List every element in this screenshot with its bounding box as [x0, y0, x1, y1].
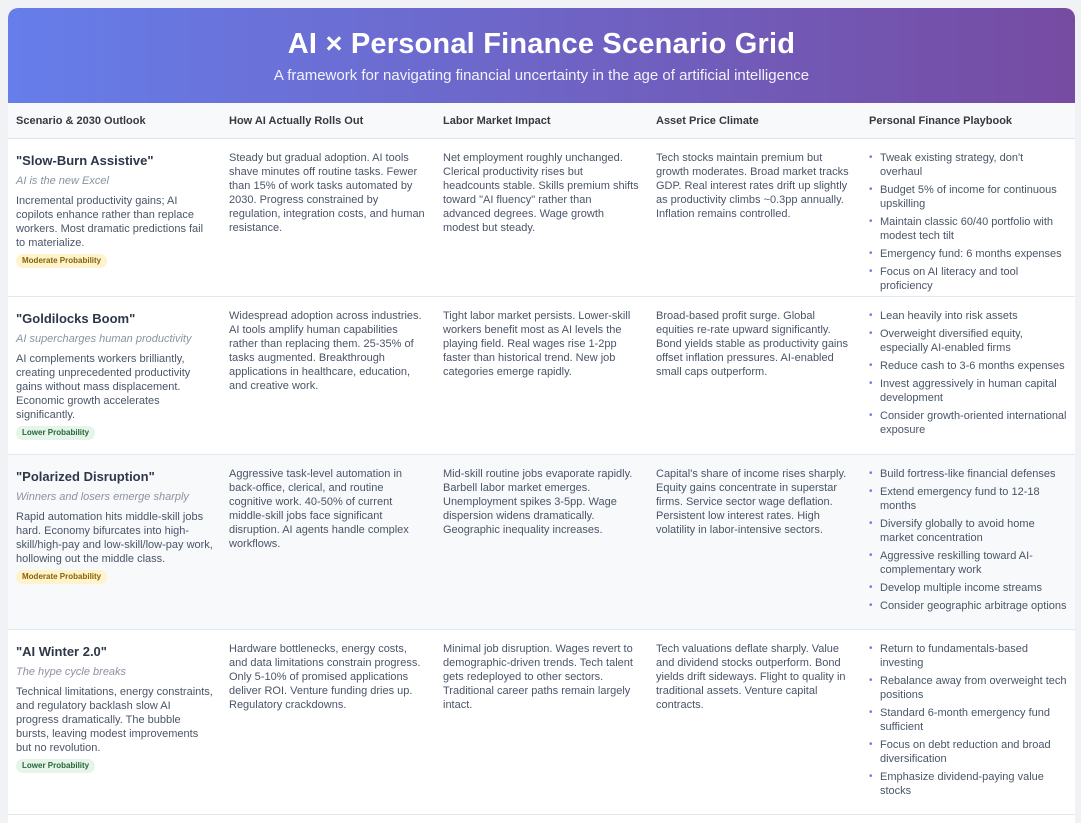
assets-cell: Tech valuations deflate sharply. Value and dividend stocks outperform. Bond yields drift sideways. Flight to quality in traditional assets. Venture capital contracts. — [648, 630, 861, 815]
column-header-labor: Labor Market Impact — [435, 103, 648, 139]
bullet-icon: • — [869, 184, 873, 195]
playbook-item: • Consider growth-oriented international exposure — [869, 410, 1067, 436]
probability-badge: Moderate Probability — [16, 570, 107, 584]
assets-cell: Broad-based profit surge. Global equities re-rate upward significantly. Bond yields stable as productivity gains offset inflation pressures. AI-enabled small caps outperform. — [648, 297, 861, 455]
playbook-cell — [861, 139, 1075, 297]
bullet-icon: • — [869, 739, 873, 750]
probability-badge: Lower Probability — [16, 759, 95, 773]
bullet-icon: • — [869, 486, 873, 497]
column-header-playbook: Personal Finance Playbook — [861, 103, 1075, 139]
rollout-cell: Widespread adoption across industries. AI tools amplify human capabilities rather than replacing them. 25-35% of tasks augmented. Breakthrough applications in healthcare, education, and creative work. — [221, 297, 435, 455]
assets-cell: Capital's share of income rises sharply. Equity gains concentrate in superstar firms. Service sector wage deflation. Persistent low interest rates. High volatility in labor-intensive sectors. — [648, 455, 861, 630]
bullet-icon: • — [869, 328, 873, 339]
playbook-item: • Build fortress-like financial defenses — [869, 468, 1056, 480]
table-row — [8, 297, 1075, 455]
playbook-item: • Aggressive reskilling toward AI-complementary work — [869, 550, 1033, 576]
bullet-icon: • — [869, 771, 873, 782]
scenario-title: "Polarized Disruption" — [16, 469, 155, 484]
labor-cell: Minimal job disruption. Wages revert to demographic-driven trends. Tech talent gets redeployed to other sectors. Traditional career paths remain largely intact. — [435, 630, 648, 815]
playbook-item: • Return to fundamentals-based investing — [869, 643, 1028, 669]
scenario-tagline: Winners and losers emerge sharply — [16, 491, 189, 503]
scenario-cell — [8, 455, 221, 630]
playbook-item: • Extend emergency fund to 12-18 months — [869, 486, 1040, 512]
playbook-item: • Emergency fund: 6 months expenses — [869, 248, 1062, 260]
playbook-item: • Overweight diversified equity, especially AI-enabled firms — [869, 328, 1023, 354]
playbook-list — [869, 467, 1067, 613]
scenario-table — [8, 103, 1075, 139]
scenario-cell — [8, 630, 221, 815]
table-row — [8, 455, 1075, 630]
playbook-cell — [861, 630, 1075, 815]
rollout-cell: Hardware bottlenecks, energy costs, and data limitations constrain progress. Only 5-10% of promised applications deliver ROI. Venture funding dries up. Regulatory crackdowns. — [221, 630, 435, 815]
playbook-item: • Focus on AI literacy and tool proficiency — [869, 266, 1019, 292]
table-row — [8, 139, 1075, 297]
labor-cell: Tight labor market persists. Lower-skill workers benefit most as AI levels the playing field. Real wages rise 1-2pp faster than historical trend. New job categories emerge rapidly. — [435, 297, 648, 455]
bullet-icon: • — [869, 410, 873, 421]
playbook-item: • Diversify globally to avoid home market concentration — [869, 518, 1035, 544]
probability-badge: Lower Probability — [16, 426, 95, 440]
bullet-icon: • — [869, 582, 873, 593]
table-row — [8, 630, 1075, 815]
rollout-cell: Aggressive task-level automation in back-office, clerical, and routine cognitive work. 40-50% of current middle-skill jobs face significant disruption. AI agents handle complex workflows. — [221, 455, 435, 630]
labor-cell: Mid-skill routine jobs evaporate rapidly. Barbell labor market emerges. Unemployment spikes 3-5pp. Wage dispersion widens dramatically. Geographic inequality increases. — [435, 455, 648, 630]
scenario-description: AI complements workers brilliantly, creating unprecedented productivity gains without mass displacement. Economic growth accelerates significantly. — [16, 353, 191, 421]
bullet-icon: • — [869, 643, 873, 654]
column-header-assets: Asset Price Climate — [648, 103, 861, 139]
column-header-rollout: How AI Actually Rolls Out — [221, 103, 435, 139]
bullet-icon: • — [869, 378, 873, 389]
rollout-cell: Steady but gradual adoption. AI tools shave minutes off routine tasks. Fewer than 15% of work tasks automated by 2030. Progress constrained by regulation, integration costs, and human resistance. — [221, 139, 435, 297]
scenario-cell — [8, 297, 221, 455]
scenario-title: "Goldilocks Boom" — [16, 311, 136, 326]
playbook-list — [869, 642, 1067, 798]
bullet-icon: • — [869, 468, 873, 479]
scenario-tagline: The hype cycle breaks — [16, 666, 127, 678]
bullet-icon: • — [869, 152, 873, 163]
scenario-description: Technical limitations, energy constraints, and regulatory backlash slow AI progress dramatically. The bubble bursts, leaving modest improvements but no revolution. — [16, 686, 213, 754]
bullet-icon: • — [869, 550, 873, 561]
page-header — [8, 8, 1075, 103]
playbook-item: • Tweak existing strategy, don't overhaul — [869, 152, 1024, 178]
playbook-item: • Consider geographic arbitrage options — [869, 600, 1067, 612]
bullet-icon: • — [869, 675, 873, 686]
playbook-item: • Budget 5% of income for continuous upskilling — [869, 184, 1057, 210]
playbook-item: • Emphasize dividend-paying value stocks — [869, 771, 1044, 797]
column-header-scenario: Scenario & 2030 Outlook — [8, 103, 221, 139]
scenario-title: "AI Winter 2.0" — [16, 644, 107, 659]
page-subtitle: A framework for navigating financial uncertainty in the age of artificial intelligence — [273, 67, 810, 84]
playbook-list — [869, 151, 1067, 293]
bullet-icon: • — [869, 216, 873, 227]
bullet-icon: • — [869, 360, 873, 371]
playbook-item: • Rebalance away from overweight tech positions — [869, 675, 1067, 701]
playbook-item: • Maintain classic 60/40 portfolio with modest tech tilt — [869, 216, 1054, 242]
labor-cell: Net employment roughly unchanged. Clerical productivity rises but headcounts stable. Skills premium shifts toward "AI fluency" rather than advanced degrees. Wage growth modest but steady. — [435, 139, 648, 297]
bullet-icon: • — [869, 600, 873, 611]
playbook-item: • Lean heavily into risk assets — [869, 310, 1018, 322]
playbook-item: • Standard 6-month emergency fund sufficient — [869, 707, 1050, 733]
assets-cell: Tech stocks maintain premium but growth moderates. Broad market tracks GDP. Real interest rates drift up slightly as productivity climbs ~0.3pp annually. Inflation remains controlled. — [648, 139, 861, 297]
playbook-item: • Invest aggressively in human capital development — [869, 378, 1057, 404]
scenario-description: Rapid automation hits middle-skill jobs hard. Economy bifurcates into high-skill/high-pay and low-skill/low-pay work, hollowing out the middle class. — [16, 511, 213, 565]
bullet-icon: • — [869, 266, 873, 277]
probability-badge: Moderate Probability — [16, 254, 107, 268]
scenario-grid-card — [8, 8, 1075, 823]
scenario-tagline: AI supercharges human productivity — [16, 333, 192, 345]
bullet-icon: • — [869, 518, 873, 529]
playbook-cell — [861, 455, 1075, 630]
playbook-cell — [861, 297, 1075, 455]
bullet-icon: • — [869, 707, 873, 718]
scenario-title: "Slow-Burn Assistive" — [16, 153, 154, 168]
playbook-item: • Focus on debt reduction and broad diversification — [869, 739, 1051, 765]
bullet-icon: • — [869, 248, 873, 259]
scenario-cell — [8, 139, 221, 297]
scenario-description: Incremental productivity gains; AI copilots enhance rather than replace workers. Most dramatic predictions fail to materialize. — [16, 195, 204, 249]
playbook-item: • Reduce cash to 3-6 months expenses — [869, 360, 1065, 372]
playbook-item: • Develop multiple income streams — [869, 582, 1043, 594]
scenario-tagline: AI is the new Excel — [16, 175, 109, 187]
page-title: AI × Personal Finance Scenario Grid — [287, 28, 796, 60]
playbook-list — [869, 309, 1067, 437]
bullet-icon: • — [869, 310, 873, 321]
